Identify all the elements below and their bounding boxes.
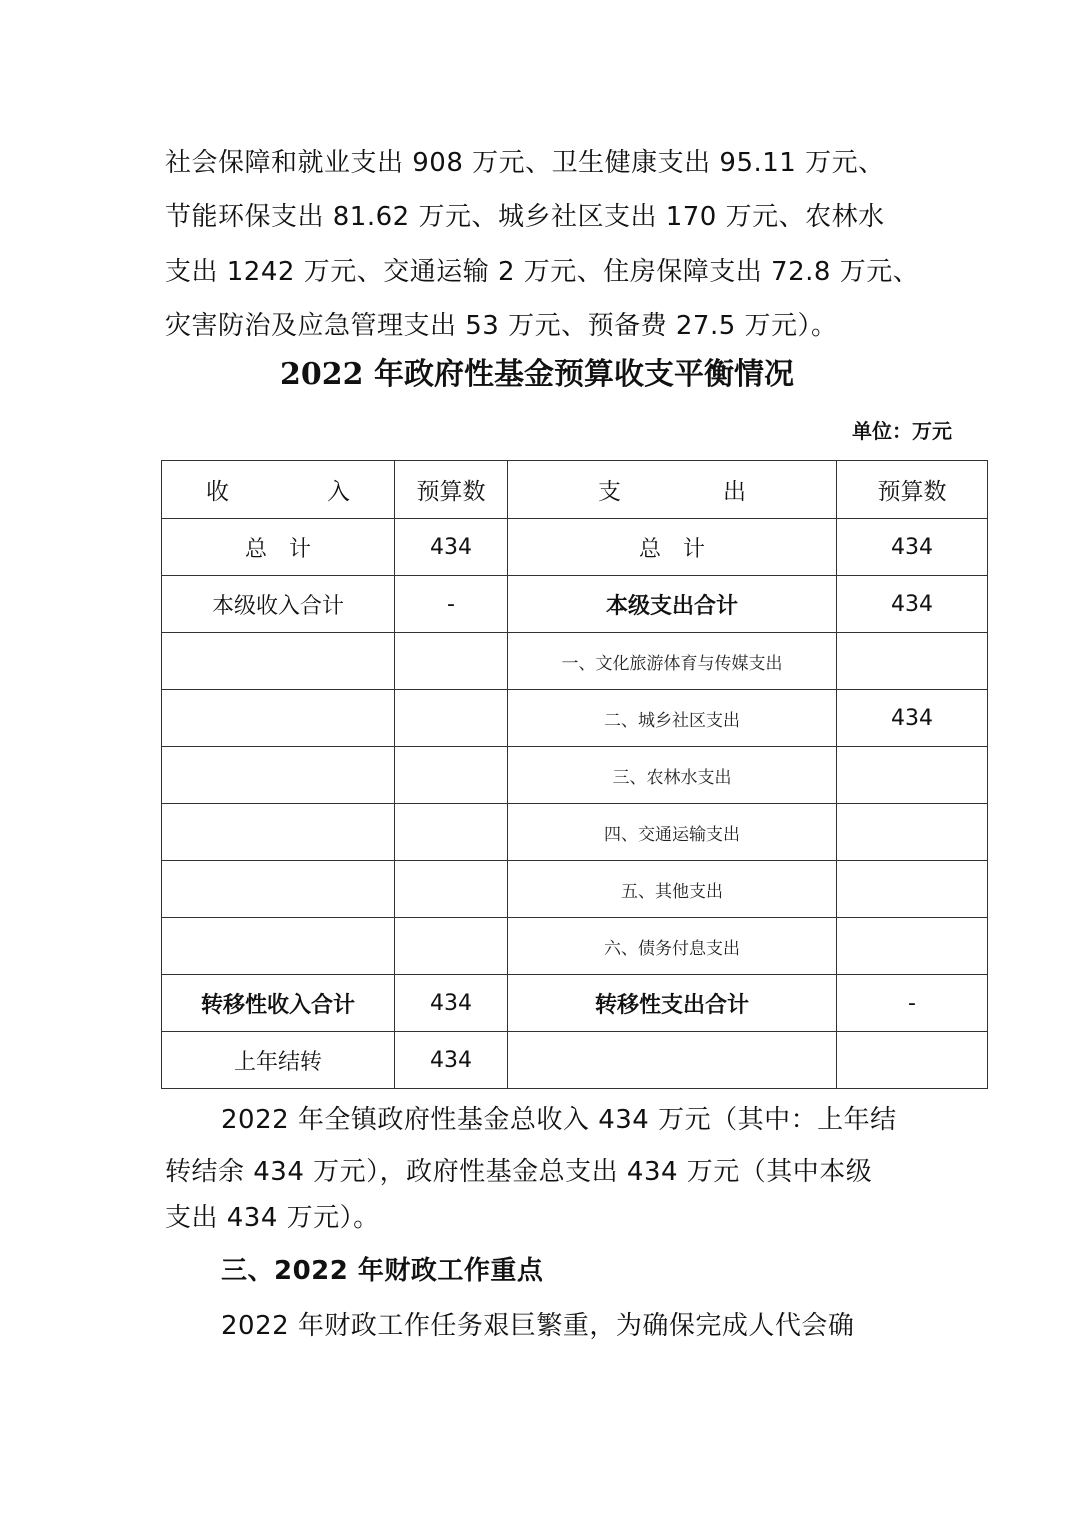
income-label: 总 计 [162, 519, 395, 576]
income-label: 转移性收入合计 [162, 975, 395, 1032]
budget-table [161, 460, 988, 1089]
expense-value [837, 918, 988, 975]
income-value [395, 918, 508, 975]
text-line: 2022 年财政工作任务艰巨繁重，为确保完成人代会确 [221, 1311, 855, 1341]
expense-value: 434 [837, 576, 988, 633]
expense-label: 总 计 [508, 519, 837, 576]
text-line: 社会保障和就业支出 908 万元、卫生健康支出 95.11 万元、 [165, 148, 885, 178]
text-line: 支出 1242 万元、交通运输 2 万元、住房保障支出 72.8 万元、 [165, 257, 920, 287]
expense-label: 三、农林水支出 [508, 747, 837, 804]
header-budget-expense: 预算数 [837, 461, 988, 519]
expense-label: 转移性支出合计 [508, 975, 837, 1032]
expense-value [837, 633, 988, 690]
expense-label: 六、债务付息支出 [508, 918, 837, 975]
income-value [395, 861, 508, 918]
income-value [395, 804, 508, 861]
text-line: 支出 434 万元）。 [165, 1203, 380, 1233]
table-row [162, 690, 988, 747]
unit-label: 单位：万元 [852, 419, 952, 443]
text-line: 转结余 434 万元），政府性基金总支出 434 万元（其中本级 [165, 1157, 873, 1187]
expense-value [837, 747, 988, 804]
section-heading: 三、2022 年财政工作重点 [221, 1256, 544, 1286]
income-value: 434 [395, 975, 508, 1032]
income-value: 434 [395, 1032, 508, 1089]
expense-label [508, 1032, 837, 1089]
expense-value [837, 861, 988, 918]
header-income [162, 461, 395, 519]
header-expense-char-1: 支 [598, 479, 621, 505]
expense-value: 434 [837, 690, 988, 747]
expense-value [837, 804, 988, 861]
header-expense-char-2: 出 [723, 479, 746, 505]
table-row [162, 804, 988, 861]
table-row [162, 918, 988, 975]
expense-label: 本级支出合计 [508, 576, 837, 633]
income-label [162, 690, 395, 747]
income-label [162, 633, 395, 690]
expense-value: 434 [837, 519, 988, 576]
table-title: 2022 年政府性基金预算收支平衡情况 [280, 357, 794, 392]
income-value [395, 747, 508, 804]
expense-value: - [837, 975, 988, 1032]
expense-label: 一、文化旅游体育与传媒支出 [508, 633, 837, 690]
header-income-char-2: 入 [327, 479, 350, 505]
header-income-char-1: 收 [206, 479, 229, 505]
table-row [162, 975, 988, 1032]
text-line: 2022 年全镇政府性基金总收入 434 万元（其中：上年结 [221, 1105, 897, 1135]
expense-value [837, 1032, 988, 1089]
text-line: 灾害防治及应急管理支出 53 万元、预备费 27.5 万元）。 [165, 311, 838, 341]
expense-label: 四、交通运输支出 [508, 804, 837, 861]
income-label: 本级收入合计 [162, 576, 395, 633]
table-row [162, 576, 988, 633]
income-label [162, 861, 395, 918]
header-budget-income: 预算数 [395, 461, 508, 519]
income-label: 上年结转 [162, 1032, 395, 1089]
income-value: 434 [395, 519, 508, 576]
header-expense [508, 461, 837, 519]
table-row [162, 519, 988, 576]
income-value: - [395, 576, 508, 633]
income-label [162, 804, 395, 861]
income-label [162, 747, 395, 804]
expense-label: 五、其他支出 [508, 861, 837, 918]
expense-label: 二、城乡社区支出 [508, 690, 837, 747]
table-row [162, 747, 988, 804]
income-value [395, 690, 508, 747]
table-row [162, 633, 988, 690]
table-row [162, 1032, 988, 1089]
text-line: 节能环保支出 81.62 万元、城乡社区支出 170 万元、农林水 [165, 202, 885, 232]
income-value [395, 633, 508, 690]
table-row [162, 861, 988, 918]
table-header-row [162, 461, 988, 519]
income-label [162, 918, 395, 975]
